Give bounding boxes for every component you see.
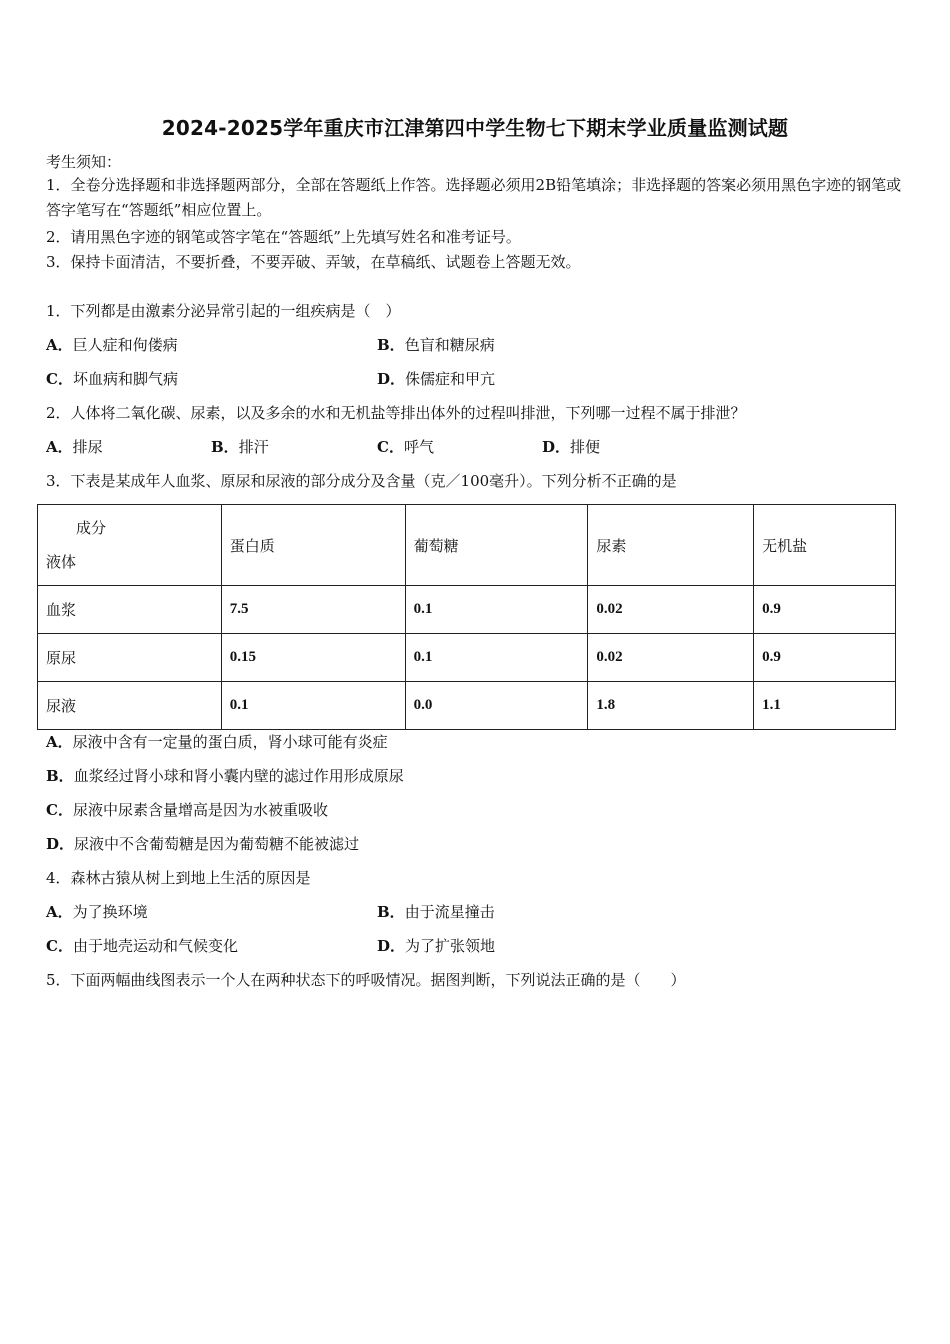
table-cell: 0.9 (754, 586, 896, 634)
corner-bottom-label: 液体 (46, 553, 77, 571)
page-title: 2024-2025学年重庆市江津第四中学生物七下期末学业质量监测试题 (161, 116, 789, 140)
option-key: C． (46, 801, 73, 819)
option-text: 尿液中尿素含量增高是因为水被重吸收 (72, 801, 328, 819)
column-header: 葡萄糖 (405, 505, 588, 586)
table-cell: 0.9 (754, 634, 896, 682)
option-text: 色盲和糖尿病 (404, 336, 495, 354)
q4-option-c[interactable] (46, 936, 238, 956)
table-cell: 1.8 (588, 682, 754, 730)
option-text: 巨人症和佝偻病 (72, 336, 178, 354)
q2-option-c[interactable] (377, 437, 434, 457)
option-text: 由于流星撞击 (404, 903, 495, 921)
option-key: A． (46, 733, 73, 751)
table-cell: 1.1 (754, 682, 896, 730)
table-cell: 0.02 (588, 634, 754, 682)
q2-option-d[interactable] (542, 437, 600, 457)
option-key: B． (46, 767, 74, 785)
option-text: 为了扩张领地 (405, 937, 496, 955)
table-row (38, 634, 896, 682)
option-text: 血浆经过肾小球和肾小囊内壁的滤过作用形成原尿 (73, 767, 404, 785)
q3-option-c[interactable] (46, 800, 328, 820)
option-key: A． (46, 903, 73, 921)
option-text: 排便 (570, 438, 601, 456)
row-label: 尿液 (38, 682, 222, 730)
option-key: B． (377, 903, 405, 921)
q4-option-a[interactable] (46, 902, 148, 922)
question-3-stem: 3．下表是某成年人血浆、原尿和尿液的部分成分及含量（克／100毫升）。下列分析不正确的是 (46, 472, 677, 490)
q2-option-a[interactable] (46, 437, 103, 457)
option-text: 为了换环境 (72, 903, 148, 921)
q1-option-b[interactable] (377, 335, 495, 355)
q1-option-a[interactable] (46, 335, 178, 355)
notice-heading: 考生须知： (46, 153, 122, 171)
table-cell: 0.0 (405, 682, 588, 730)
option-key: D． (377, 370, 406, 388)
table-row (38, 586, 896, 634)
option-text: 坏血病和脚气病 (72, 370, 178, 388)
row-label: 血浆 (38, 586, 222, 634)
column-header: 尿素 (588, 505, 754, 586)
column-header: 无机盐 (754, 505, 896, 586)
option-text: 呼气 (403, 438, 434, 456)
q4-option-d[interactable] (377, 936, 495, 956)
table-cell: 0.02 (588, 586, 754, 634)
option-text: 尿液中不含葡萄糖是因为葡萄糖不能被滤过 (74, 835, 360, 853)
notice-item-3: 3．保持卡面清洁，不要折叠，不要弄破、弄皱，在草稿纸、试题卷上答题无效。 (46, 253, 581, 271)
option-text: 尿液中含有一定量的蛋白质，肾小球可能有炎症 (72, 733, 388, 751)
table-header-row (38, 505, 896, 586)
q2-option-b[interactable] (211, 437, 269, 457)
question-2-stem: 2．人体将二氧化碳、尿素，以及多余的水和无机盐等排出体外的过程叫排泄，下列哪一过程不属于排泄？ (46, 404, 746, 422)
q3-option-b[interactable] (46, 766, 404, 786)
option-key: D． (46, 835, 75, 853)
option-key: A． (46, 438, 73, 456)
option-key: D． (377, 937, 406, 955)
table-cell: 0.15 (221, 634, 405, 682)
corner-top-label: 成分 (76, 519, 107, 537)
option-key: C． (377, 438, 404, 456)
option-key: B． (377, 336, 405, 354)
option-text: 侏儒症和甲亢 (405, 370, 496, 388)
q4-option-b[interactable] (377, 902, 495, 922)
table-cell: 7.5 (221, 586, 405, 634)
option-key: A． (46, 336, 73, 354)
table-corner-cell (38, 505, 222, 586)
notice-item-1: 1．全卷分选择题和非选择题两部分，全部在答题纸上作答。选择题必须用2B铅笔填涂；非选择题的答案必须用黑色字迹的钢笔或答字笔写在“答题纸”相应位置上。 (46, 176, 902, 219)
table-cell: 0.1 (405, 634, 588, 682)
composition-table (37, 504, 896, 730)
column-header: 蛋白质 (221, 505, 405, 586)
option-key: D． (542, 438, 571, 456)
q1-option-d[interactable] (377, 369, 495, 389)
question-4-stem: 4．森林古猿从树上到地上生活的原因是 (46, 869, 311, 887)
option-text: 排尿 (72, 438, 103, 456)
notice-item-2: 2．请用黑色字迹的钢笔或答字笔在“答题纸”上先填写姓名和准考证号。 (46, 228, 521, 246)
q3-option-a[interactable] (46, 732, 388, 752)
row-label: 原尿 (38, 634, 222, 682)
option-text: 由于地壳运动和气候变化 (72, 937, 238, 955)
option-key: B． (211, 438, 239, 456)
table-cell: 0.1 (221, 682, 405, 730)
q3-option-d[interactable] (46, 834, 359, 854)
option-text: 排汗 (238, 438, 269, 456)
option-key: C． (46, 370, 73, 388)
question-5-stem: 5．下面两幅曲线图表示一个人在两种状态下的呼吸情况。据图判断，下列说法正确的是（ ） (46, 971, 686, 989)
q1-option-c[interactable] (46, 369, 178, 389)
question-1-stem: 1．下列都是由激素分泌异常引起的一组疾病是（ ） (46, 302, 401, 320)
table-cell: 0.1 (405, 586, 588, 634)
table-row (38, 682, 896, 730)
option-key: C． (46, 937, 73, 955)
